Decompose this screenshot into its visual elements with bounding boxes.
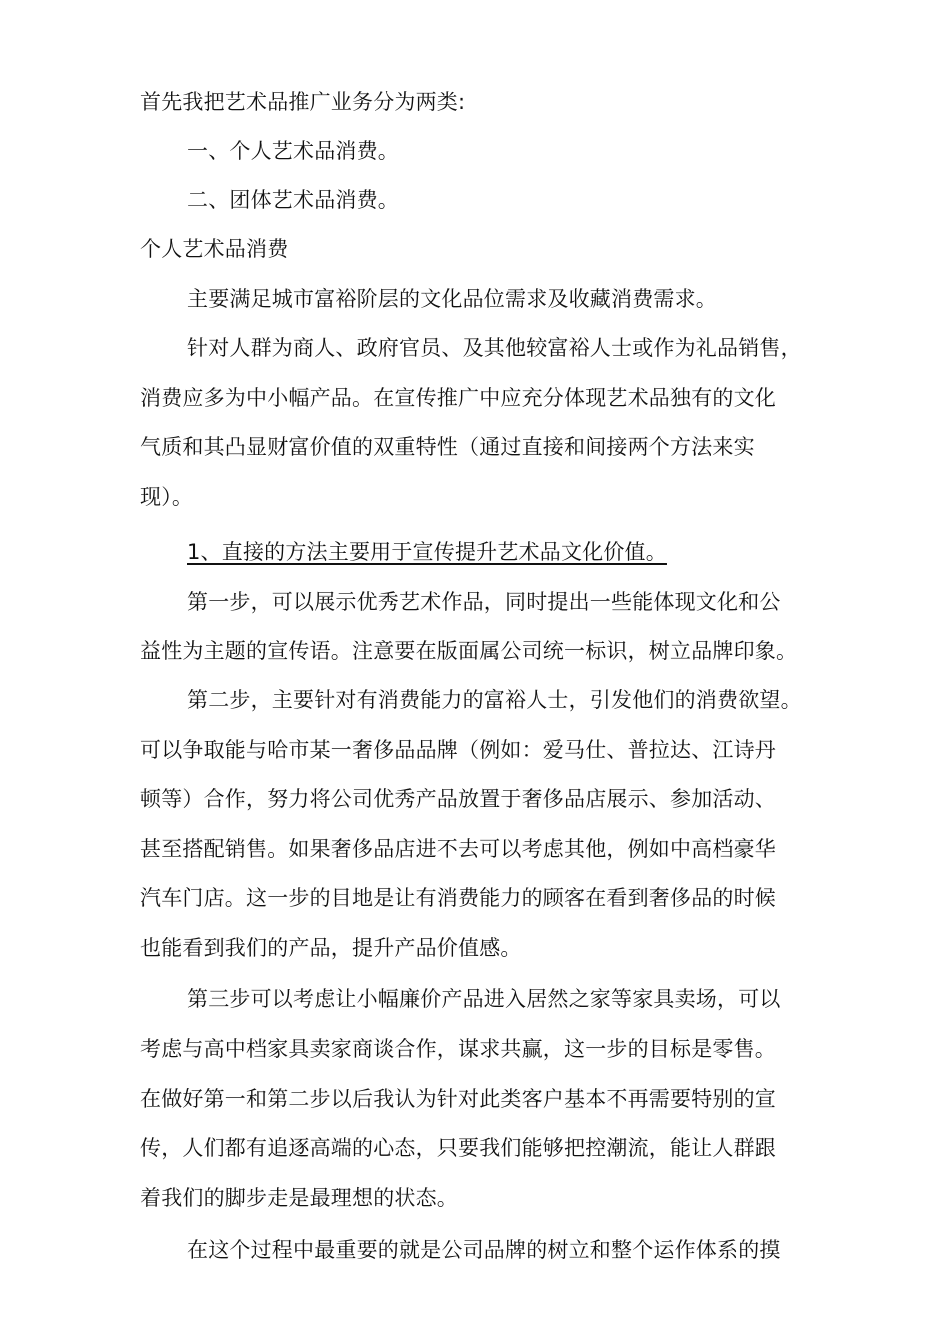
step-1-line: 第一步，可以展示优秀艺术作品，同时提出一些能体现文化和公 [187, 590, 781, 614]
step-2-line: 顿等）合作，努力将公司优秀产品放置于奢侈品店展示、参加活动、 [140, 787, 776, 811]
intro-line: 首先我把艺术品推广业务分为两类: [140, 90, 466, 114]
step-3-line: 着我们的脚步走是最理想的状态。 [140, 1186, 458, 1210]
paragraph-target-line: 针对人群为商人、政府官员、及其他较富裕人士或作为礼品销售， [187, 336, 802, 360]
section-heading: 个人艺术品消费 [140, 237, 289, 261]
step-2-line: 汽车门店。这一步的目地是让有消费能力的顾客在看到奢侈品的时候 [140, 886, 776, 910]
step-3-line: 在做好第一和第二步以后我认为针对此类客户基本不再需要特别的宣 [140, 1087, 776, 1111]
step-3-line: 考虑与高中档家具卖家商谈合作，谋求共赢，这一步的目标是零售。 [140, 1037, 776, 1061]
method-1-heading: 1、直接的方法主要用于宣传提升艺术品文化价值。 [187, 540, 667, 564]
paragraph-target-line: 气质和其凸显财富价值的双重特性（通过直接和间接两个方法来实 [140, 435, 755, 459]
step-2-line: 可以争取能与哈市某一奢侈品品牌（例如：爱马仕、普拉达、江诗丹 [140, 738, 776, 762]
paragraph-main-purpose: 主要满足城市富裕阶层的文化品位需求及收藏消费需求。 [187, 287, 717, 311]
category-item-personal: 一、个人艺术品消费。 [187, 139, 399, 163]
step-3-line: 传，人们都有追逐高端的心态，只要我们能够把控潮流，能让人群跟 [140, 1136, 776, 1160]
step-1-line: 益性为主题的宣传语。注意要在版面属公司统一标识，树立品牌印象。 [140, 639, 798, 663]
category-item-group: 二、团体艺术品消费。 [187, 188, 399, 212]
step-3-line: 第三步可以考虑让小幅廉价产品进入居然之家等家具卖场，可以 [187, 987, 781, 1011]
step-2-line: 第二步，主要针对有消费能力的富裕人士，引发他们的消费欲望。 [187, 688, 802, 712]
paragraph-target-line: 消费应多为中小幅产品。在宣传推广中应充分体现艺术品独有的文化 [140, 386, 776, 410]
step-2-line: 也能看到我们的产品，提升产品价值感。 [140, 936, 522, 960]
paragraph-target-line: 现）。 [140, 485, 194, 509]
closing-line: 在这个过程中最重要的就是公司品牌的树立和整个运作体系的摸 [187, 1238, 781, 1262]
step-2-line: 甚至搭配销售。如果奢侈品店进不去可以考虑其他，例如中高档豪华 [140, 837, 776, 861]
